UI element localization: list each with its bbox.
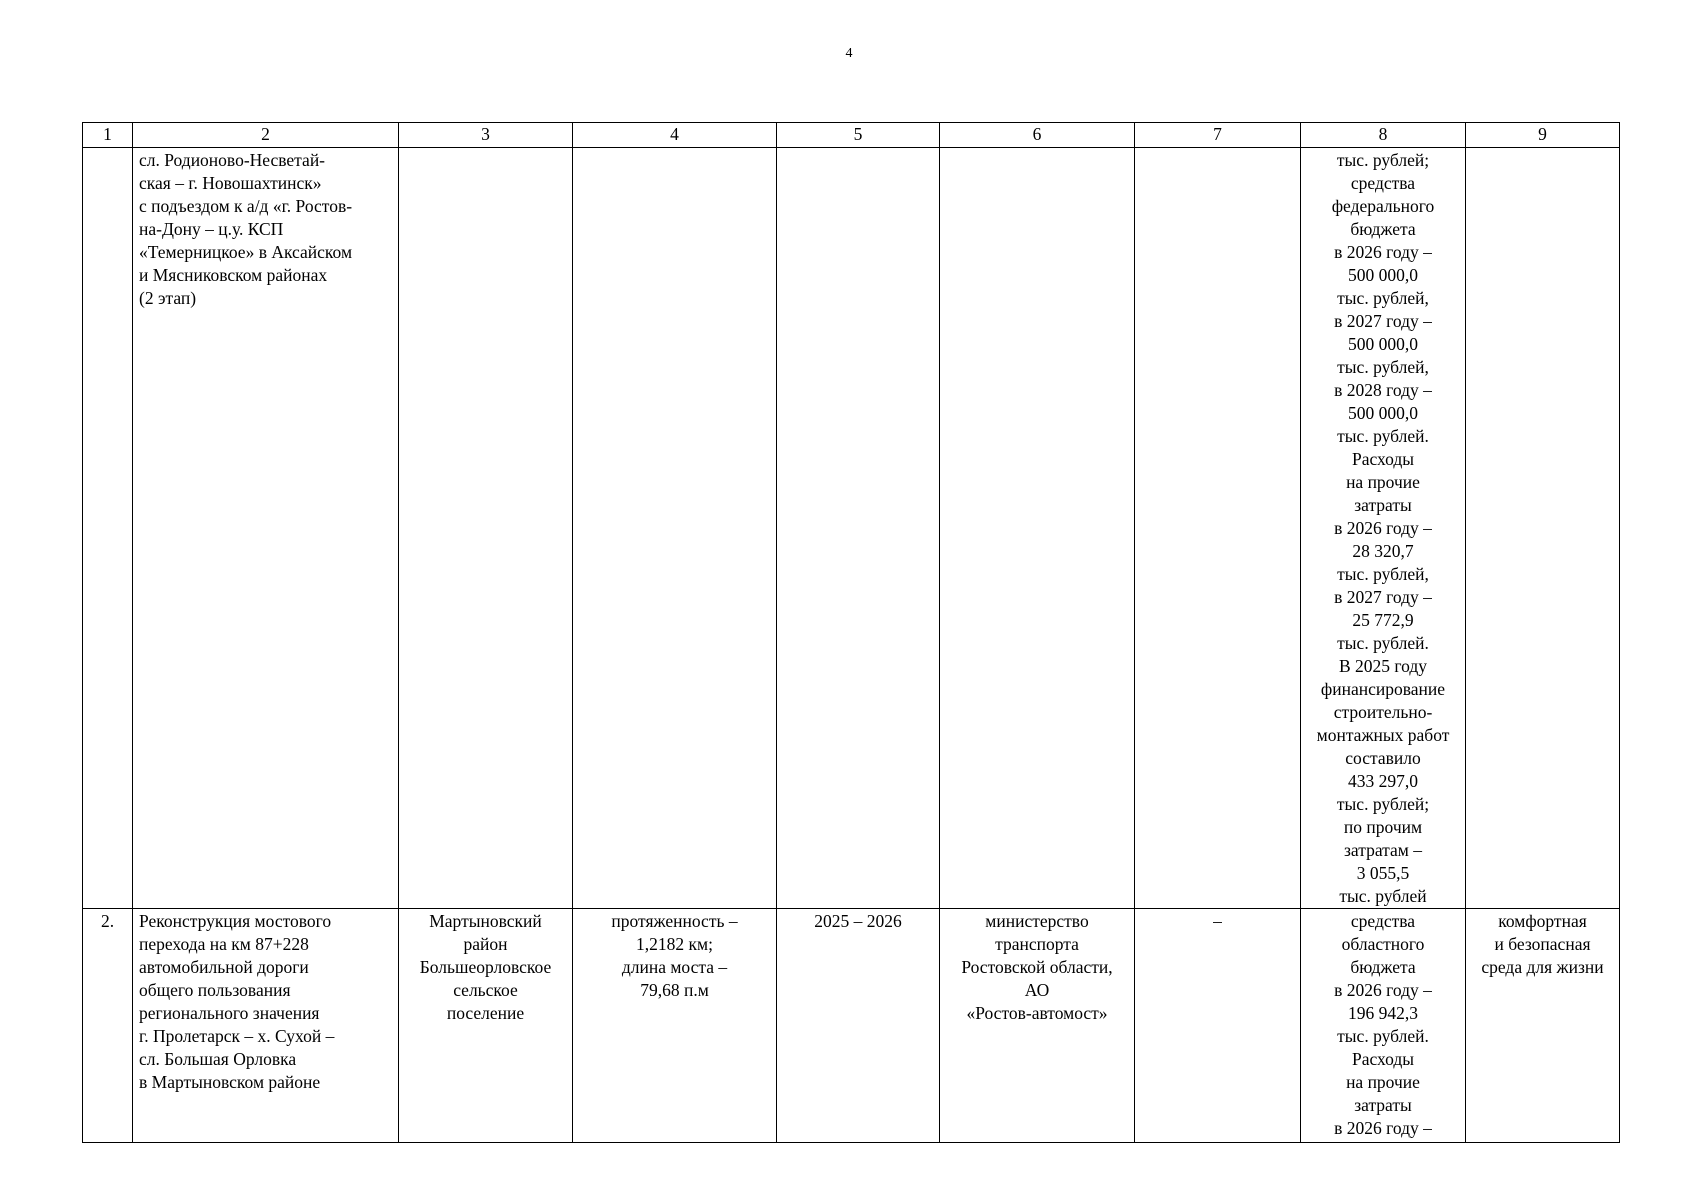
goal-cell: комфортная и безопасная среда для жизни bbox=[1466, 909, 1620, 1143]
column-number-cell: 8 bbox=[1301, 123, 1466, 148]
column-number-row bbox=[83, 123, 1620, 148]
column-7-cell bbox=[1135, 148, 1301, 909]
column-number-cell: 5 bbox=[777, 123, 940, 148]
column-number-cell: 9 bbox=[1466, 123, 1620, 148]
capacity-cell bbox=[573, 148, 777, 909]
table-row bbox=[83, 909, 1620, 1143]
column-number-cell: 7 bbox=[1135, 123, 1301, 148]
object-name-cell: сл. Родионово-Несветай- ская – г. Новошахтинск» с подъездом к а/д «г. Ростов- на-Дону – ц.у. КСП «Темерницкое» в Аксайском и Мясниковском районах (2 этап) bbox=[133, 148, 399, 909]
funding-cell: средства областного бюджета в 2026 году – 196 942,3 тыс. рублей. Расходы на прочие затраты в 2026 году – bbox=[1301, 909, 1466, 1143]
goal-cell bbox=[1466, 148, 1620, 909]
object-name-cell: Реконструкция мостового перехода на км 87+228 автомобильной дороги общего пользования регионального значения г. Пролетарск – х. Сухой – сл. Большая Орловка в Мартыновском районе bbox=[133, 909, 399, 1143]
row-number-cell: 2. bbox=[83, 909, 133, 1143]
column-number-cell: 3 bbox=[399, 123, 573, 148]
column-number-cell: 6 bbox=[940, 123, 1135, 148]
responsible-cell bbox=[940, 148, 1135, 909]
responsible-cell: министерство транспорта Ростовской области, АО «Ростов-автомост» bbox=[940, 909, 1135, 1143]
page-number: 4 bbox=[845, 46, 853, 61]
column-number-cell: 4 bbox=[573, 123, 777, 148]
period-cell bbox=[777, 148, 940, 909]
column-number-cell: 2 bbox=[133, 123, 399, 148]
funding-cell: тыс. рублей; средства федерального бюджета в 2026 году – 500 000,0 тыс. рублей, в 2027 году – 500 000,0 тыс. рублей, в 2028 году – 500 000,0 тыс. рублей. Расходы на прочие затраты в 2026 году – 28 320,7 тыс. рублей, в 2027 году – 25 772,9 тыс. рублей. В 2025 году финансирование строительно- монтажных работ составило 433 297,0 тыс. рублей; по прочим затратам – 3 055,5 тыс. рублей bbox=[1301, 148, 1466, 909]
table-row bbox=[83, 148, 1620, 909]
location-cell: Мартыновский район Большеорловское сельское поселение bbox=[399, 909, 573, 1143]
period-cell: 2025 – 2026 bbox=[777, 909, 940, 1143]
row-number-cell bbox=[83, 148, 133, 909]
capacity-cell: протяженность – 1,2182 км; длина моста – 79,68 п.м bbox=[573, 909, 777, 1143]
column-number-cell: 1 bbox=[83, 123, 133, 148]
column-7-cell: – bbox=[1135, 909, 1301, 1143]
projects-table bbox=[82, 122, 1620, 1143]
location-cell bbox=[399, 148, 573, 909]
